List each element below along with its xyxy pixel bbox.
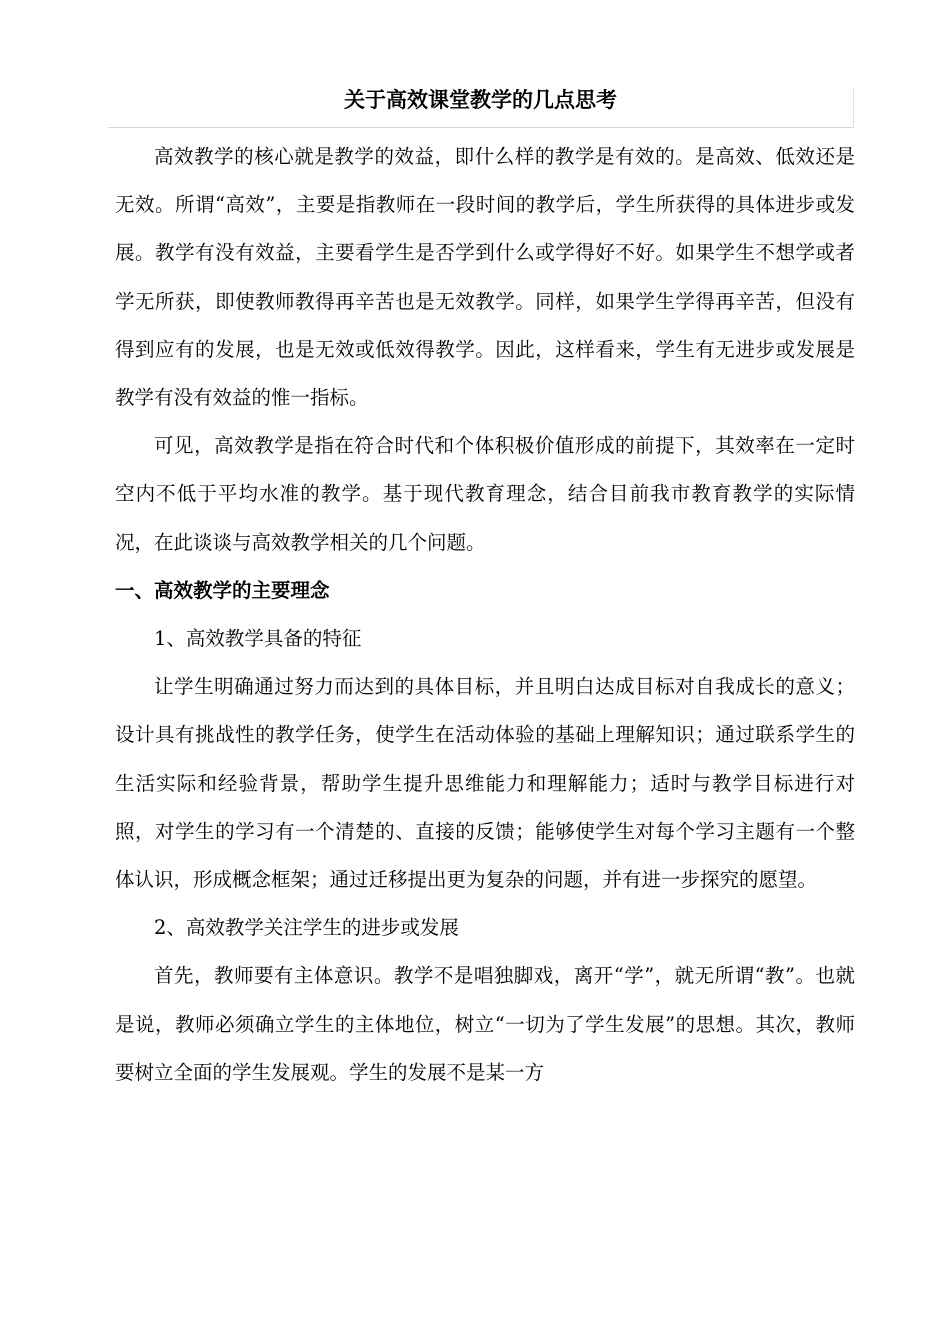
paragraph-definition: 可见，高效教学是指在符合时代和个体积极价值形成的前提下，其效率在一定时空内不低于平均水准的教学。基于现代教育理念，结合目前我市教育教学的实际情况，在此谈谈与高效教学相关的几个问题。 (115, 434, 855, 554)
paragraph-intro: 高效教学的核心就是教学的效益，即什么样的教学是有效的。是高效、低效还是无效。所谓“高效”，主要是指教师在一段时间的教学后，学生所获得的具体进步或发展。教学有没有效益，主要看学生是否学到什么或学得好不好。如果学生不想学或者学无所获，即使教师教得再辛苦也是无效教学。同样，如果学生学得再辛苦，但没有得到应有的发展，也是无效或低效得教学。因此，这样看来，学生有无进步或发展是教学有没有效益的惟一指标。 (115, 145, 855, 410)
paragraph-student-development: 首先，教师要有主体意识。教学不是唱独脚戏，离开“学”，就无所谓“教”。也就是说，教师必须确立学生的主体地位，树立“一切为了学生发展”的思想。其次，教师要树立全面的学生发展观。学生的发展不是某一方 (115, 964, 855, 1084)
paragraph-features: 让学生明确通过努力而达到的具体目标，并且明白达成目标对自我成长的意义；设计具有挑战性的教学任务，使学生在活动体验的基础上理解知识；通过联系学生的生活实际和经验背景，帮助学生提升思维能力和理解能力；适时与教学目标进行对照，对学生的学习有一个清楚的、直接的反馈；能够使学生对每个学习主题有一个整体认识，形成概念框架；通过迁移提出更为复杂的问题，并有进一步探究的愿望。 (115, 675, 855, 892)
subsection-heading-2: 2、高效教学关注学生的进步或发展 (154, 916, 459, 940)
section-heading: 一、高效教学的主要理念 (115, 578, 330, 602)
subsection-heading-1: 1、高效教学具备的特征 (154, 627, 362, 651)
document-body (115, 133, 855, 1097)
header-corner-mark (853, 88, 854, 128)
document-title: 关于高效课堂教学的几点思考 (344, 87, 617, 112)
header-rule (108, 127, 853, 128)
